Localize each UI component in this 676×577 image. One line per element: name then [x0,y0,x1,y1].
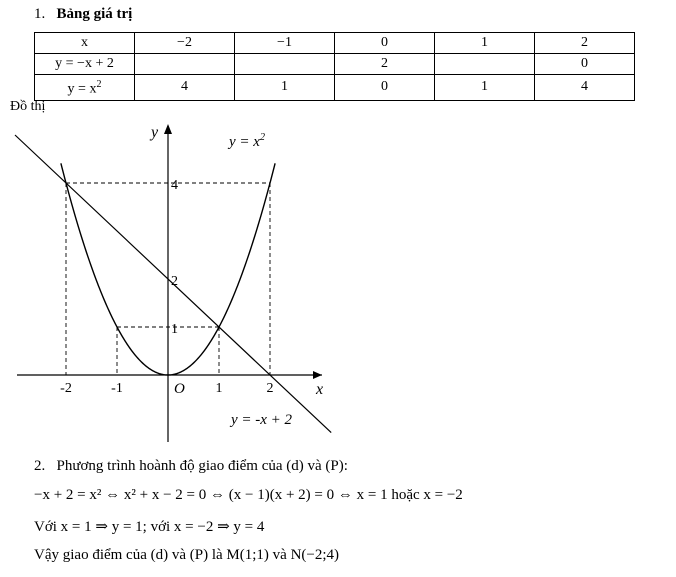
table-cell: x [35,33,135,54]
section-1-heading [34,6,132,23]
table-cell: −2 [135,33,235,54]
conclusion-line: Vậy giao điểm của (d) và (P) là M(1;1) và N(−2;4) [34,547,340,563]
table-cell [135,54,235,75]
x-tick-label: 2 [266,381,274,396]
table-row-line [35,54,635,75]
y-axis-label: y [151,124,159,141]
table-cell: 1 [235,75,335,101]
section-1-number: 1. [34,6,46,22]
x-tick-label: -2 [60,381,72,396]
line-label: y = -x + 2 [231,412,293,428]
table-header-row [35,33,635,54]
table-row-parabola [35,75,635,101]
equation-line: −x + 2 = x² ⇔ x² + x − 2 = 0 ⇔ (x − 1)(x + 2) = 0 ⇔ x = 1 hoặc x = −2 [34,487,463,503]
section-2-number: 2. [34,458,46,474]
parabola-label-main: y = x [229,134,260,150]
table-cell: 2 [335,54,435,75]
y-tick-label: 2 [171,274,178,289]
values-table [34,32,635,101]
section-2-heading [34,458,348,475]
table-cell [435,54,535,75]
origin-label: O [174,381,185,397]
result-line: Với x = 1 ⇒ y = 1; với x = −2 ⇒ y = 4 [34,519,265,535]
parabola-label [227,132,265,150]
x-tick-label: 1 [215,381,223,396]
table-cell: 0 [535,54,635,75]
table-cell: −1 [235,33,335,54]
row-label: y = x [67,81,97,97]
row-label-exponent: 2 [96,79,102,90]
graph-title: Đồ thị [10,99,46,114]
graph-figure [0,112,340,452]
table-cell [235,54,335,75]
table-cell: 0 [335,33,435,54]
x-axis-arrow [313,371,322,379]
table-cell: 0 [335,75,435,101]
y-tick-label: 1 [171,322,178,337]
axis-labels [60,124,323,428]
y-axis-arrow [164,124,172,134]
row-label: y = −x + 2 [35,54,135,75]
row-label-cell [35,75,135,101]
y-tick-label: 4 [171,178,178,193]
section-2-title: Phương trình hoành độ giao điểm của (d) và (P): [56,458,348,474]
table-cell: 2 [535,33,635,54]
x-tick-label: -1 [111,381,123,396]
parabola-label-exponent: 2 [259,132,265,143]
section-1-title: Bảng giá trị [56,6,133,22]
x-axis-label: x [316,381,324,398]
table-cell: 4 [135,75,235,101]
table-cell: 1 [435,75,535,101]
table-cell: 4 [535,75,635,101]
table-cell: 1 [435,33,535,54]
